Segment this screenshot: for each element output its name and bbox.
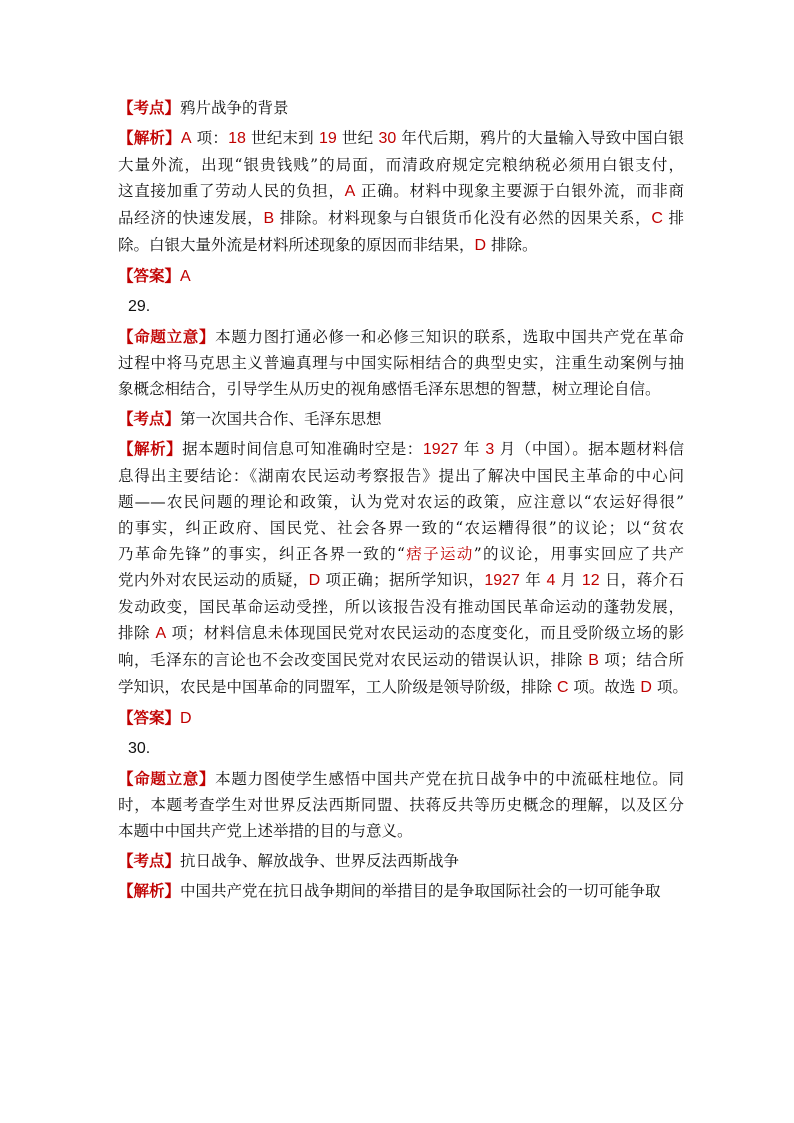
text-segment: 这直接加重了劳动人民的负担， [118,182,345,200]
text-segment: 鸦片战争的背景 [180,99,289,117]
text-line [118,544,684,564]
text-segment: 学知识，农民是中国革命的同盟军，工人阶级是领导阶级，排除 [118,678,557,696]
inline-value: A [155,625,167,642]
text-segment: 息得出主要结论：《湖南农民运动考察报告》提出了解决中国民主革命的中心问 [118,467,684,485]
text-segment: 排 [662,209,684,227]
text-line [118,597,684,617]
paragraph [118,881,684,901]
section-label: 【解析】 [118,439,183,458]
text-segment: 党内外对农民运动的质疑， [118,571,309,589]
inline-value: 1927 [484,572,520,589]
text-line [118,155,684,175]
inline-value: C [651,210,663,227]
section-label: 【考点】 [118,409,181,428]
paragraph [118,769,684,841]
text-segment: 日，蒋介石 [599,571,685,589]
text-segment: 月 [555,571,582,589]
inline-value: D [180,710,192,727]
text-line [118,235,684,256]
inline-value: B [588,652,599,669]
inline-value: 30 [378,130,397,147]
inline-value: 4 [546,572,556,589]
text-segment: 响，毛泽东的言论也不会改变国民党对农民运动的错误认识，排除 [118,651,589,669]
document-page [118,98,688,911]
text-line [118,795,684,815]
text-line [118,492,684,512]
inline-value: 3 [485,441,495,458]
text-segment: 项；材料信息未体现国民党对农民运动的态度变化，而且受阶级立场的影 [166,624,684,642]
section-label: 【考点】 [118,851,181,870]
inline-value: B [263,210,275,227]
text-line [118,181,684,202]
text-line [118,98,684,118]
inline-value: D [308,572,321,589]
paragraph [118,409,684,429]
highlighted-text: 痞子运动 [404,545,474,563]
paragraph [118,851,684,871]
text-segment: 的事实，纠正政府、国民党、社会各界一致的“农运糟得很”的议论；以“贫农 [118,519,684,537]
section-label: 【答案】 [118,266,181,285]
text-line [118,821,684,841]
text-segment: 排除。材料现象与白银货币化没有必然的因果关系， [274,209,652,227]
inline-value: A [344,183,356,200]
text-segment: 年 [519,571,547,589]
text-segment: 本题力图使学生感悟中国共产党在抗日战争中的中流砥柱地位。同 [215,770,684,788]
text-line [118,353,684,373]
text-segment: 年 [458,440,486,458]
text-segment: 本题中中国共产党上述举措的目的与意义。 [118,822,413,840]
text-segment: 世纪末到 [245,129,319,147]
question-number: 29. [128,298,151,315]
text-line [118,128,684,149]
paragraph [118,327,684,399]
text-segment: 除。白银大量外流是材料所述现象的原因而非结果， [118,236,475,254]
text-segment: ”的议论，用事实回应了共产 [473,545,684,563]
text-line [118,851,684,871]
text-segment: 中国共产党在抗日战争期间的举措目的是争取国际社会的一切可能争取 [180,882,661,900]
text-segment: 题——农民问题的理论和政策，认为党对农运的政策，应注意以“农运好得很” [118,493,684,511]
text-line [118,650,684,671]
inline-value: A [180,130,192,147]
text-line [118,208,684,229]
text-line [118,570,684,591]
text-segment: 排除。 [486,236,538,254]
text-line [118,677,688,698]
text-line [118,409,684,429]
paragraph [118,266,684,287]
section-label: 【解析】 [118,128,181,147]
text-segment: 发动政变，国民革命运动受挫，所以该报告没有推动国民革命运动的蓬勃发展， [118,598,684,616]
inline-value: 1927 [422,441,459,458]
paragraph [118,708,684,729]
text-line [118,327,684,347]
text-line [118,439,684,460]
text-segment: 项。 [651,678,688,696]
text-line [118,769,684,789]
inline-value: 18 [228,130,246,147]
text-segment: 月（中国）。据本题材料信 [494,440,684,458]
section-label: 【命题立意】 [118,327,216,346]
text-segment: 象概念相结合，引导学生从历史的视角感悟毛泽东思想的智慧，树立理论自信。 [118,380,661,398]
text-segment: 项；结合所 [598,651,684,669]
text-segment: 大量外流，出现“银贵钱贱”的局面，而清政府规定完粮纳税必须用白银支付， [118,156,684,174]
inline-value: C [556,679,569,696]
inline-value: A [180,268,191,285]
text-segment: 本题力图打通必修一和必修三知识的联系，选取中国共产党在革命 [215,328,684,346]
text-line [118,466,684,486]
inline-value: D [640,679,652,696]
text-line [118,266,684,287]
section-label: 【解析】 [118,881,181,900]
text-segment: 年代后期，鸦片的大量输入导致中国白银 [396,129,684,147]
text-segment: 正确。材料中现象主要源于白银外流，而非商 [355,182,684,200]
text-segment: 据本题时间信息可知准确时空是： [182,440,423,458]
text-segment: 世纪 [336,129,379,147]
text-segment: 乃革命先锋”的事实，纠正各界一致的“ [118,545,405,563]
text-segment: 项正确；据所学知识， [320,571,485,589]
text-line [118,708,684,729]
text-segment: 时，本题考查学生对世界反法西斯同盟、扶蒋反共等历史概念的理解，以及区分 [118,796,684,814]
section-label: 【答案】 [118,708,181,727]
text-line [118,623,684,644]
text-segment: 过程中将马克思主义普遍真理与中国实际相结合的典型史实，注重生动案例与抽 [118,354,684,372]
text-segment: 项： [191,129,229,147]
paragraph [118,98,684,118]
question-number: 30. [128,740,151,757]
paragraph [118,439,688,698]
paragraph [118,128,684,256]
inline-value: D [474,237,487,254]
section-label: 【考点】 [118,98,181,117]
text-line [118,518,684,538]
section-label: 【命题立意】 [118,769,216,788]
text-segment: 抗日战争、解放战争、世界反法西斯战争 [180,852,460,870]
text-segment: 品经济的快速发展， [118,209,264,227]
inline-value: 12 [581,572,600,589]
text-segment: 第一次国共合作、毛泽东思想 [180,410,382,428]
text-line [118,881,684,901]
text-segment: 排除 [118,624,156,642]
inline-value: 19 [319,130,337,147]
text-line [118,379,684,399]
text-segment: 项。故选 [568,678,641,696]
